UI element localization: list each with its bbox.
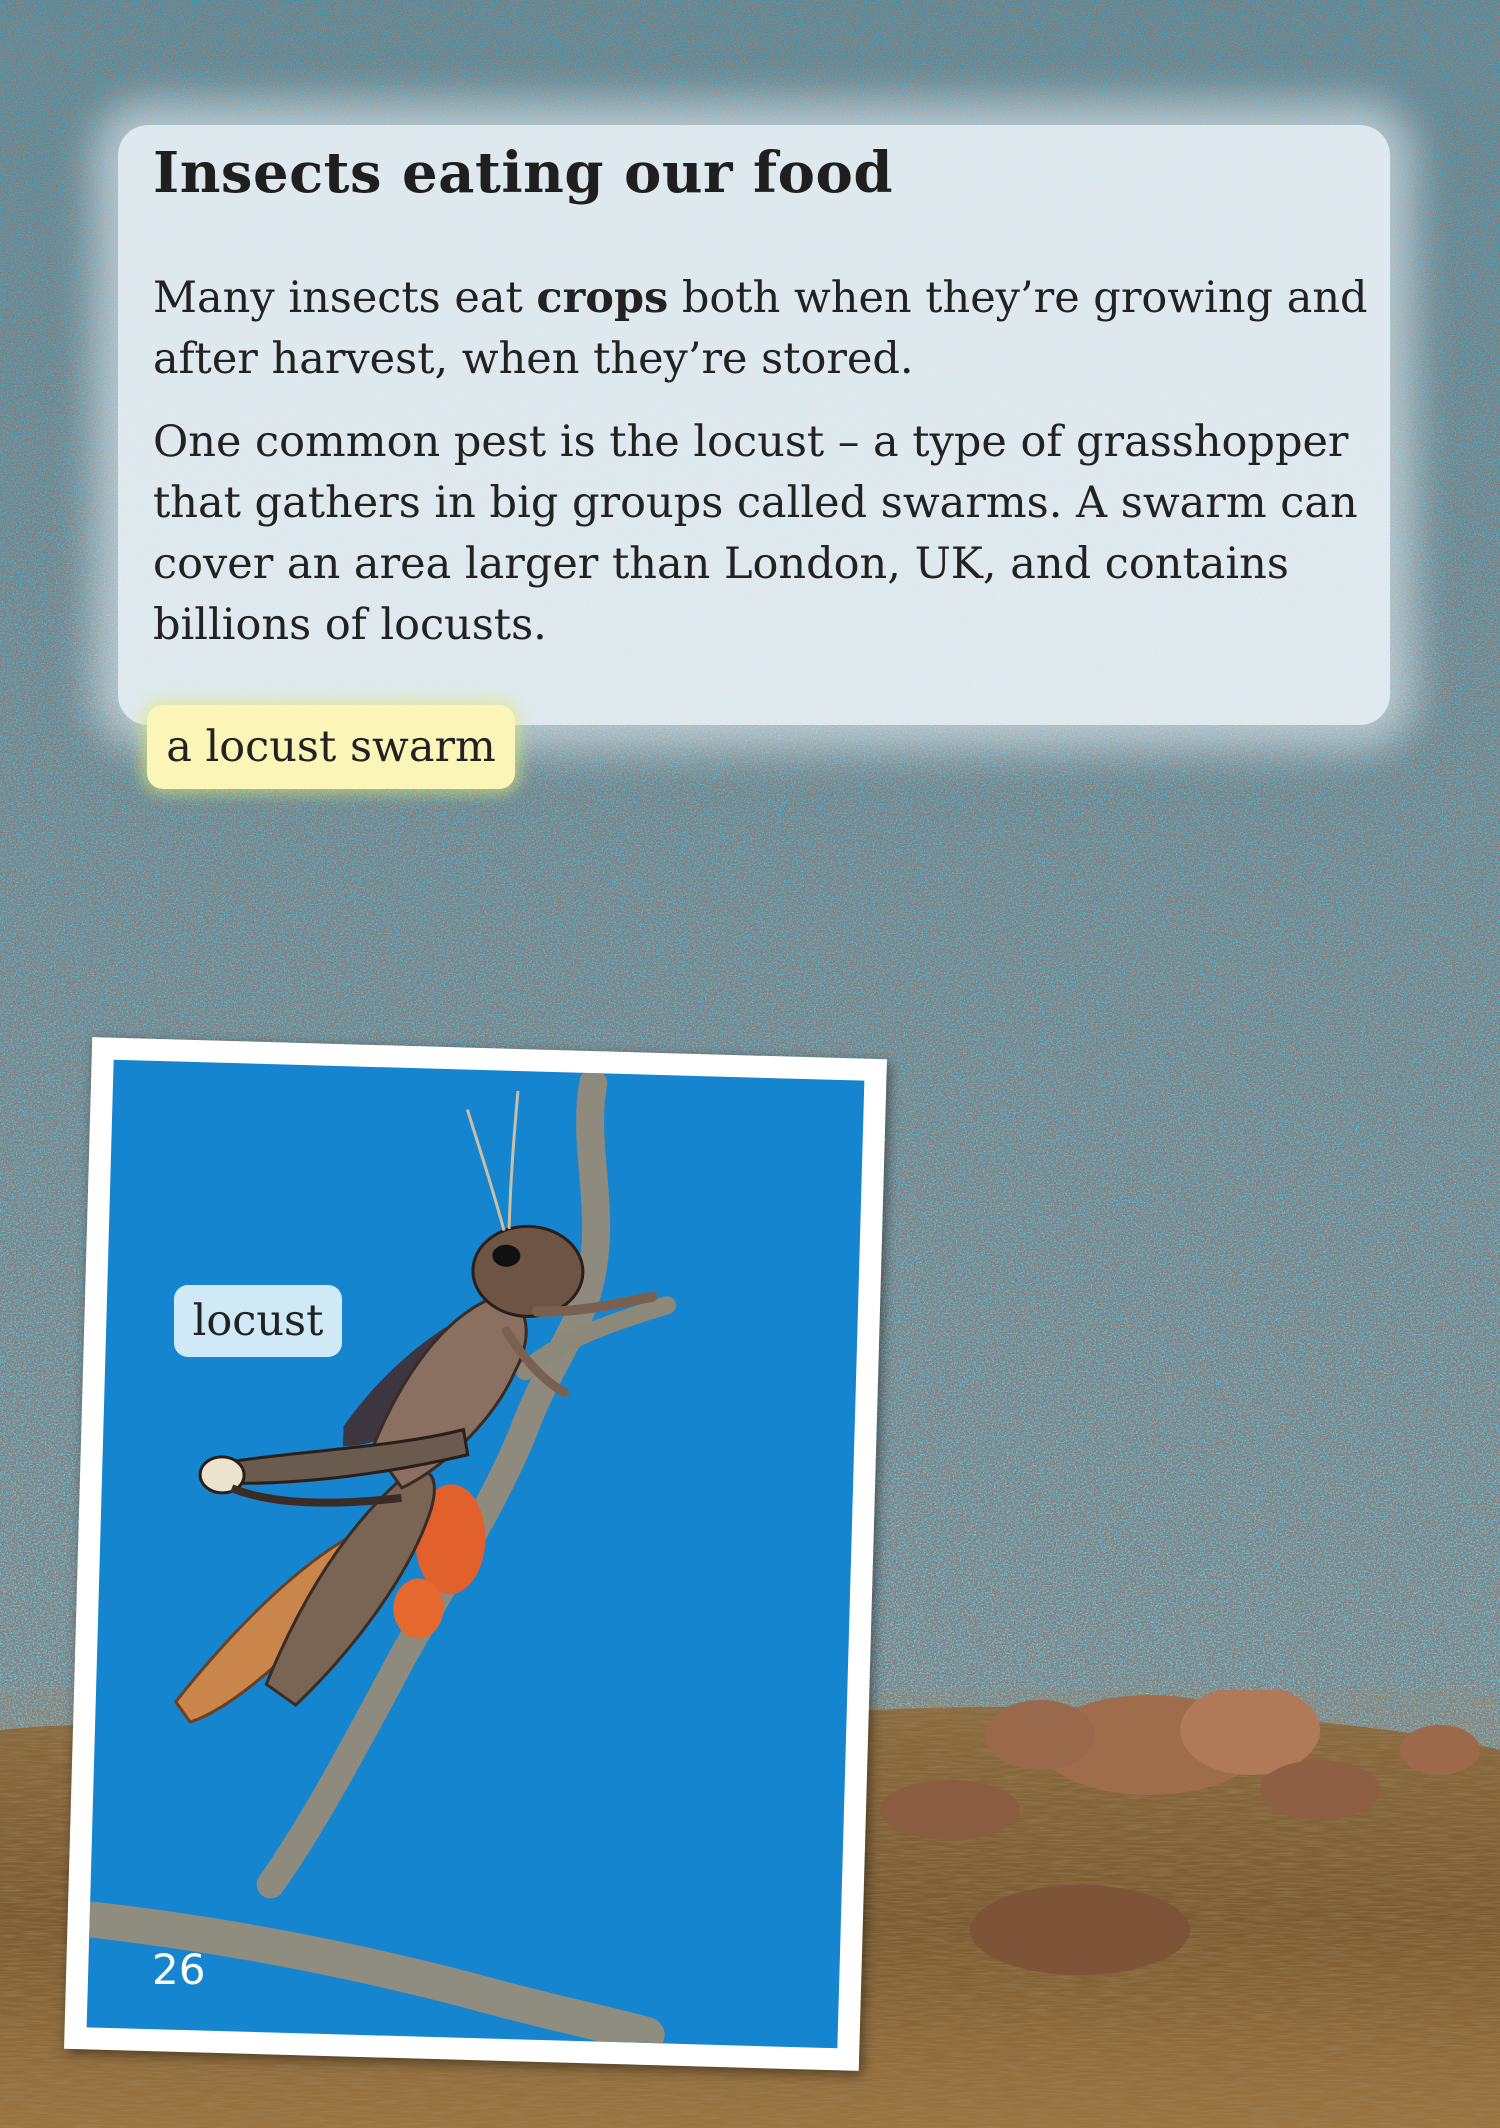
locust-illustration bbox=[87, 1060, 865, 2049]
keyword-crops: crops bbox=[536, 273, 669, 323]
locust-caption: locust bbox=[174, 1285, 342, 1357]
photo-image bbox=[87, 1060, 865, 2049]
page-heading: Insects eating our food bbox=[153, 140, 893, 206]
paragraph-crops-end: both when they’re growing and after harvest, when they’re stored. bbox=[153, 273, 1368, 384]
swarm-caption: a locust swarm bbox=[147, 705, 515, 789]
paragraph-crops-start: Many insects eat bbox=[153, 273, 537, 323]
page-number: 26 bbox=[152, 1945, 206, 1994]
paragraph-locust: One common pest is the locust – a type of grasshopper that gathers in big groups called swarms. A swarm can cover an area larger than London, UK, and contains billions of locusts. bbox=[153, 417, 1358, 650]
paragraph-crops bbox=[153, 268, 1383, 390]
locust-photo bbox=[64, 1037, 887, 2071]
